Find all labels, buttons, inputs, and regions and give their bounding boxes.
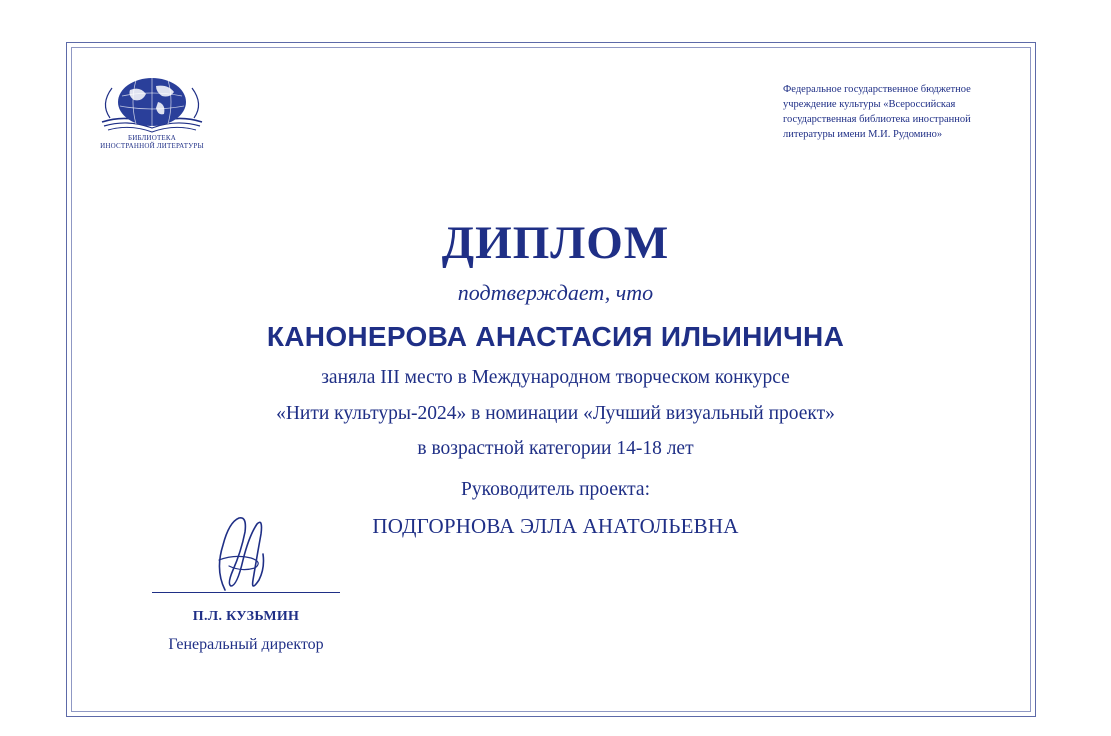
description-line3: в возрастной категории 14-18 лет bbox=[417, 438, 694, 459]
description-line1: заняла III место в Международном творческом конкурсе bbox=[321, 367, 790, 388]
diploma-title: ДИПЛОМ bbox=[441, 217, 670, 269]
confirms-text: подтверждает, что bbox=[457, 280, 654, 305]
organization-line1: Федеральное государственное бюджетное bbox=[783, 84, 971, 95]
description-line2: «Нити культуры-2024» в номинации «Лучший визуальный проект» bbox=[276, 403, 835, 424]
leader-label: Руководитель проекта: bbox=[460, 479, 650, 500]
signature-line bbox=[152, 592, 340, 593]
organization-name bbox=[783, 82, 1018, 142]
organization-line2: учреждение культуры «Всероссийская bbox=[783, 99, 956, 110]
organization-line3: государственная библиотека иностранной bbox=[783, 114, 971, 125]
handwritten-signature bbox=[205, 510, 285, 600]
logo-text-line2: ИНОСТРАННОЙ ЛИТЕРАТУРЫ bbox=[100, 142, 204, 150]
logo-text-line1: БИБЛИОТЕКА bbox=[127, 134, 177, 142]
signer-name: П.Л. КУЗЬМИН bbox=[192, 609, 300, 624]
organization-line4: литературы имени М.И. Рудомино» bbox=[783, 129, 943, 140]
globe-open-book-icon bbox=[92, 74, 212, 136]
leader-name: ПОДГОРНОВА ЭЛЛА АНАТОЛЬЕВНА bbox=[372, 514, 739, 538]
signer-position: Генеральный директор bbox=[168, 636, 324, 653]
library-logo bbox=[92, 74, 212, 156]
recipient-name: КАНОНЕРОВА АНАСТАСИЯ ИЛЬИНИЧНА bbox=[266, 321, 845, 352]
